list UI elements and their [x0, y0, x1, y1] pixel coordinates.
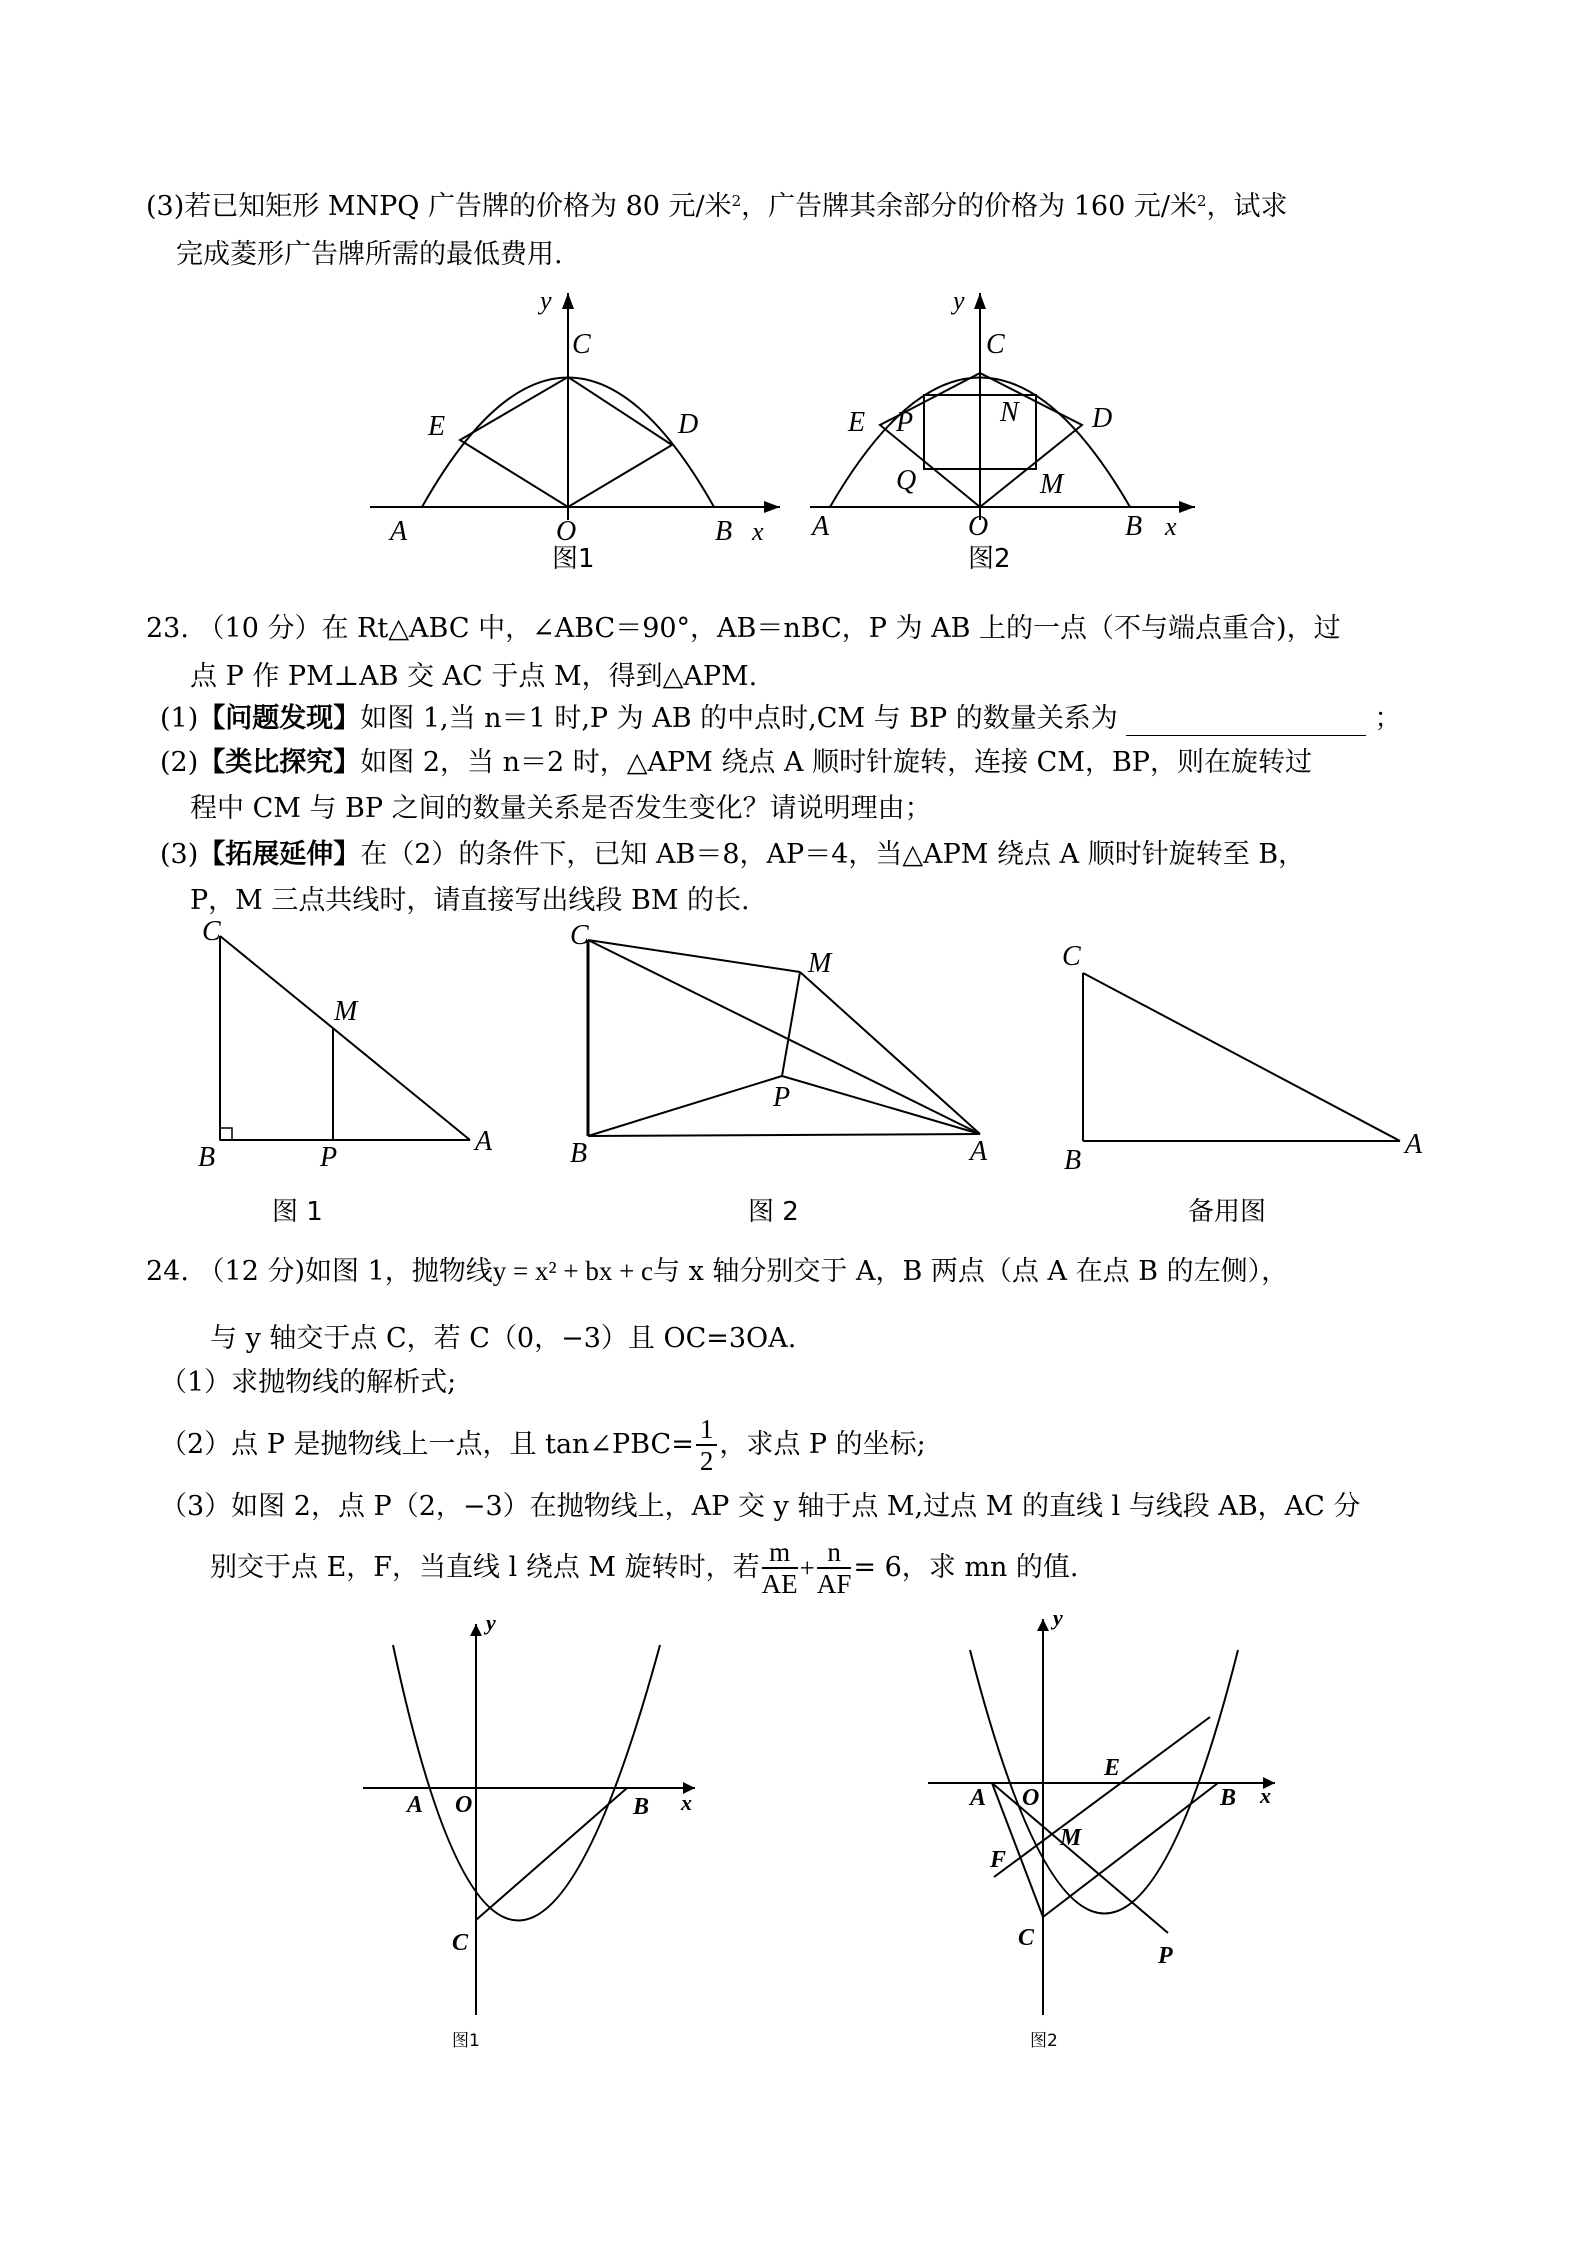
label-n: N: [1000, 397, 1019, 428]
q24-figure-1: [355, 1610, 715, 2050]
label-y: y: [540, 286, 552, 315]
svg-text:C: C: [202, 920, 221, 947]
label-c: C: [572, 329, 591, 360]
rhombus-ecdo: [460, 377, 672, 507]
fraction-one-half: $\frac{1}{2}$: [696, 1414, 718, 1476]
fraction-n-af: $\frac{n}{AF}$: [816, 1537, 852, 1599]
label-x: x: [752, 517, 764, 546]
label-q: Q: [896, 465, 917, 496]
q23-header2: 点 P 作 PM⊥AB 交 AC 于点 M，得到△APM.: [190, 661, 758, 692]
svg-text:A: A: [970, 1785, 987, 1811]
svg-text:P: P: [773, 1082, 791, 1113]
q24-header: 24. （12 分)如图 1，抛物线y = x² + bx + c与 x 轴分别交于 A，B 两点（点 A 在点 B 的左侧），: [146, 1256, 1289, 1287]
label-a: A: [390, 516, 408, 547]
fraction-m-ae: $\frac{m}{AE}$: [761, 1537, 798, 1599]
svg-text:A: A: [1405, 1129, 1423, 1160]
label-b: B: [715, 516, 733, 547]
q22-part3-line1: (3)若已知矩形 MNPQ 广告牌的价格为 80 元/米$^2$，广告牌其余部分的价格为 160 元/米$^2$，试求: [146, 191, 1288, 222]
svg-text:x: x: [681, 1790, 692, 1815]
label-y: y: [953, 286, 965, 315]
q24-part1: （1）求抛物线的解析式;: [160, 1367, 457, 1398]
label-b: B: [1125, 511, 1143, 542]
label-x: x: [1165, 512, 1177, 541]
label-d: D: [1092, 403, 1113, 434]
svg-text:E: E: [1104, 1755, 1121, 1781]
q23-figure-1: [190, 920, 510, 1180]
label-d: D: [678, 409, 699, 440]
q23-figure-2: [560, 910, 1010, 1170]
svg-text:M: M: [1060, 1825, 1082, 1851]
svg-text:A: A: [970, 1136, 988, 1167]
svg-text:O: O: [1022, 1785, 1040, 1811]
q24-fig2-caption: 图2: [1030, 2031, 1058, 2051]
right-angle-mark: [220, 1128, 232, 1140]
q22-fig2-caption: 图2: [968, 544, 1011, 574]
label-o: O: [556, 516, 577, 547]
q24-header2: 与 y 轴交于点 C，若 C（0，−3）且 OC=3OA.: [210, 1323, 797, 1354]
svg-text:B: B: [633, 1794, 650, 1820]
q22-fig1-caption: 图1: [552, 544, 595, 574]
parabola: [393, 1645, 660, 1921]
q23-fig2-caption: 图 2: [748, 1197, 799, 1227]
svg-text:P: P: [1158, 1943, 1173, 1969]
q23-fig3-caption: 备用图: [1188, 1197, 1267, 1227]
q23-part3-line2: P，M 三点共线时，请直接写出线段 BM 的长.: [190, 885, 750, 916]
q24-fig1-caption: 图1: [452, 2031, 480, 2051]
svg-text:B: B: [1064, 1145, 1082, 1175]
parabola: [970, 1650, 1238, 1914]
svg-text:P: P: [320, 1142, 338, 1173]
label-m: M: [1040, 469, 1064, 500]
svg-text:M: M: [808, 948, 832, 979]
svg-text:A: A: [475, 1126, 493, 1157]
svg-text:O: O: [455, 1792, 473, 1818]
svg-text:C: C: [1018, 1925, 1035, 1951]
q23-figure-3: [1050, 925, 1430, 1175]
q23-part1: (1)【问题发现】如图 1,当 n＝1 时,P 为 AB 的中点时,CM 与 BP 的数量关系为 ；: [160, 703, 1402, 734]
label-o: O: [968, 511, 989, 542]
svg-text:B: B: [1220, 1785, 1237, 1811]
label-e: E: [848, 407, 866, 438]
q24-part3: （3）如图 2，点 P（2，−3）在抛物线上，AP 交 y 轴于点 M,过点 M 的直线 l 与线段 AB，AC 分: [160, 1491, 1361, 1522]
q24-figure-2: [920, 1605, 1290, 2045]
label-c: C: [986, 329, 1005, 360]
svg-text:C: C: [570, 920, 589, 951]
q23-part3: (3)【拓展延伸】在（2）的条件下，已知 AB＝8，AP＝4，当△APM 绕点 A 顺时针旋转至 B，: [160, 839, 1306, 870]
svg-text:M: M: [334, 996, 358, 1027]
answer-blank: [1126, 709, 1366, 736]
q23-part2-line2: 程中 CM 与 BP 之间的数量关系是否发生变化？请说明理由；: [190, 793, 932, 824]
q22-figure-1: [360, 285, 800, 575]
q23-part2: (2)【类比探究】如图 2，当 n＝2 时，△APM 绕点 A 顺时针旋转，连接 CM，BP，则在旋转过: [160, 747, 1312, 778]
q22-part3-line2: 完成菱形广告牌所需的最低费用.: [176, 239, 563, 270]
q23-fig1-caption: 图 1: [272, 1197, 323, 1227]
q24-part3-line2: 别交于点 E，F，当直线 l 绕点 M 旋转时，若 $\frac{m}{AE}$ + $\frac{n}{AF}$ = 6，求 mn 的值.: [210, 1537, 1079, 1599]
svg-text:F: F: [990, 1847, 1007, 1873]
svg-text:C: C: [452, 1930, 469, 1956]
q24-part2: （2）点 P 是抛物线上一点，且 tan∠PBC= $\frac{1}{2}$ ，求点 P 的坐标;: [160, 1414, 926, 1476]
q23-header: 23. （10 分）在 Rt△ABC 中，∠ABC＝90°，AB＝nBC，P 为 AB 上的一点（不与端点重合)，过: [146, 613, 1341, 644]
svg-text:C: C: [1062, 941, 1081, 972]
svg-text:x: x: [1260, 1783, 1271, 1808]
q22-figure-2: [800, 285, 1220, 575]
line-e-d: [460, 440, 672, 445]
label-p: P: [896, 407, 914, 438]
label-a: A: [812, 511, 830, 542]
svg-text:y: y: [1053, 1605, 1063, 1630]
svg-text:A: A: [407, 1792, 424, 1818]
svg-text:y: y: [486, 1610, 496, 1635]
svg-text:B: B: [570, 1138, 588, 1169]
svg-text:B: B: [198, 1142, 216, 1173]
label-e: E: [428, 411, 446, 442]
